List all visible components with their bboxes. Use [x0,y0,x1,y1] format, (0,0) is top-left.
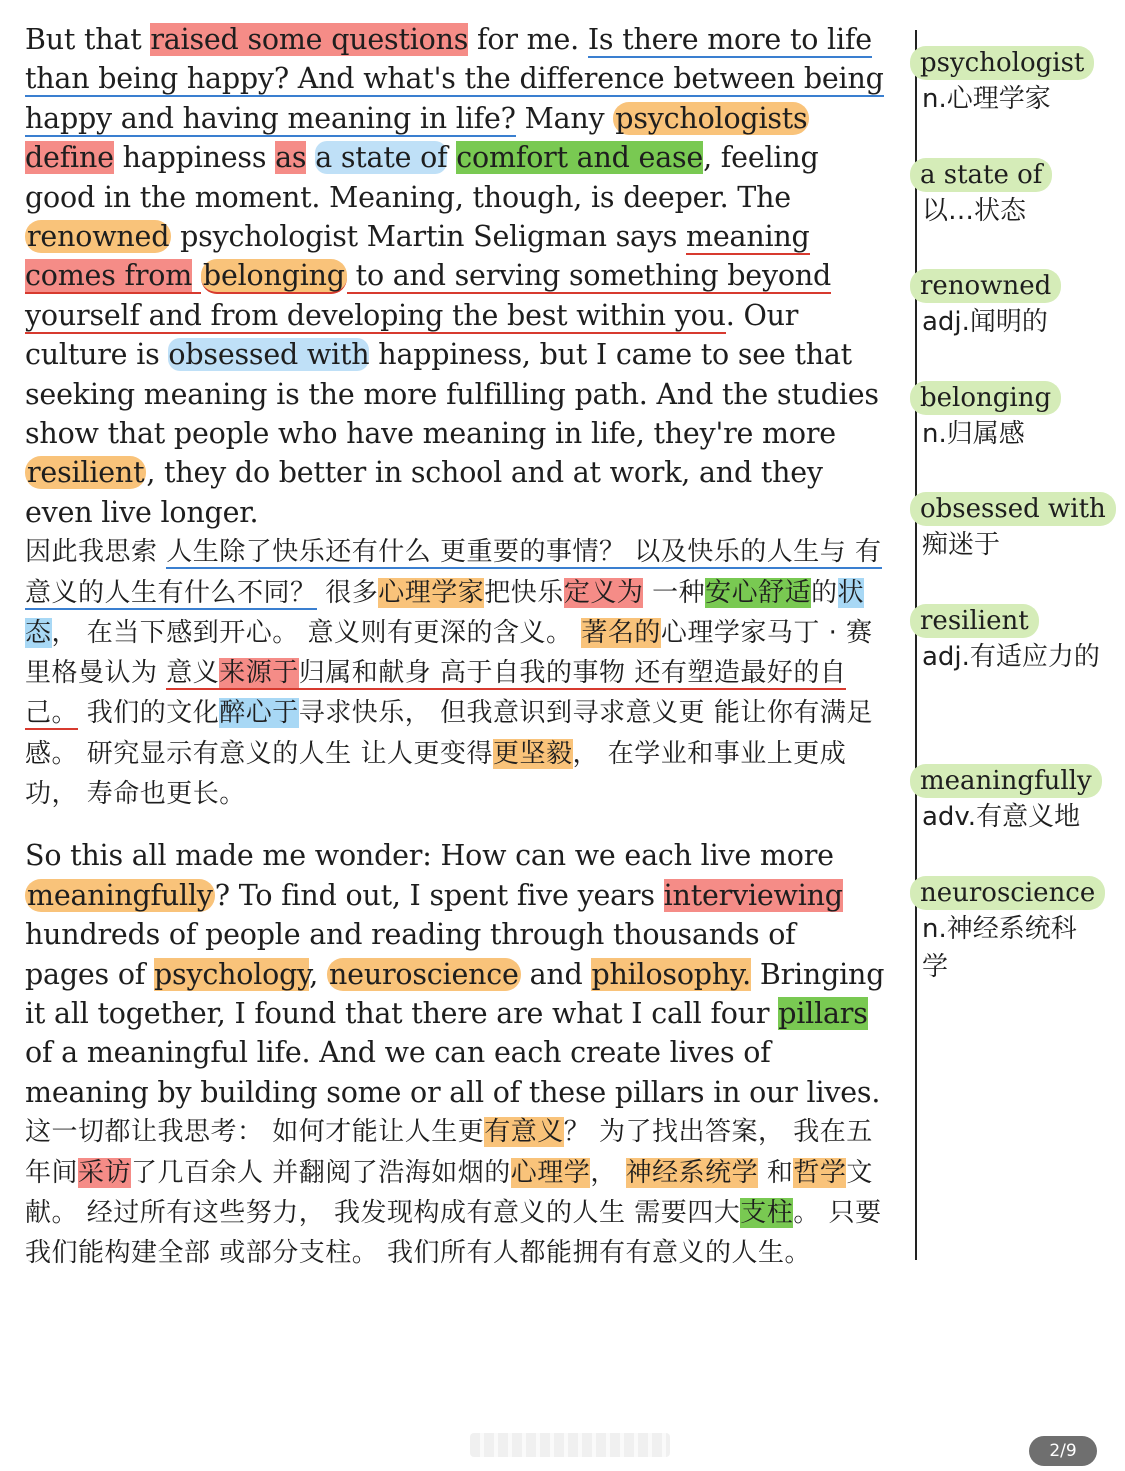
vocab-term: obsessed with [910,492,1116,526]
vocab-definition: 痴迷于 [922,530,1001,560]
highlighted-phrase: 心理学 [510,1157,591,1188]
highlighted-phrase: 意义 [166,658,220,689]
paragraph-1-chinese [25,532,887,814]
vocab-entry [910,158,1052,230]
highlighted-phrase: comes from [25,259,193,293]
highlighted-phrase: 哲学 [793,1157,847,1188]
text-run: ， 在学业和事业上更成功， 寿命也更长。 [25,738,847,810]
text-run: 这一切都让我思考： 如何才能让人生更 [25,1117,485,1148]
text-run: 了几百余人 并翻阅了浩海如烟的 [131,1157,511,1188]
vocab-term: psychologist [910,46,1094,80]
highlighted-phrase: obsessed with [168,338,370,372]
highlighted-phrase: 安心舒适 [705,577,812,608]
highlighted-phrase: resilient [27,456,145,490]
text-run: But that [25,23,151,56]
text-run: 很多 [316,577,379,608]
paragraph-2-english [25,836,887,1112]
highlighted-phrase: psychology [154,957,310,991]
page-indicator[interactable]: 2/9 [1029,1436,1097,1466]
text-run: 寻求快乐， 但我意识到寻求意义更 能让你有满足感。 研究显示有意义的人生 让人更变得 [25,698,873,769]
highlighted-phrase: 定义为 [563,577,644,608]
text-run: Bringing it all together, I found that there are what I call four [25,957,885,1030]
highlighted-phrase: 神经系统学 [625,1157,759,1188]
vocab-entry [910,492,1116,564]
highlighted-phrase: Is there more to life than being happy? And what's the difference between being happy and having meaning in life? [25,23,884,135]
text-run: 因此我思索 [25,537,167,568]
text-run: of a meaningful life. And we can each create lives of meaning by building some or all of these pillars in our lives. [25,1036,881,1109]
vocab-definition: adj.闻明的 [922,307,1048,337]
vocab-term: belonging [910,381,1061,415]
highlighted-phrase: pillars [778,996,868,1030]
text-run: 和 [758,1157,794,1188]
highlighted-phrase: 有意义 [484,1117,564,1148]
highlighted-phrase: 归属和献身 高于自我的事物 还有塑造最好的自己。 [25,658,847,729]
article-body [25,20,887,1273]
highlighted-phrase: as [275,141,307,175]
highlighted-phrase: define [25,141,114,175]
highlighted-phrase: belonging [202,259,345,293]
vocab-definition: n.神经系统科 学 [922,914,1077,982]
highlighted-phrase: 醉心于 [219,698,299,729]
vocab-term: renowned [910,269,1061,303]
text-run: happiness [113,141,276,175]
text-run: ， [590,1157,626,1188]
text-run: . Our culture is [25,298,799,372]
vocab-entry [910,269,1061,341]
highlighted-phrase: meaningfully [27,878,213,912]
text-run: , they do better in school and at work, and they even live longer. [25,456,823,529]
highlighted-phrase: interviewing [663,878,843,912]
highlighted-phrase: comfort and ease [456,141,704,175]
text-run: , feeling good in the moment. Meaning, though, is deeper. The [25,141,819,214]
paragraph-1-english [25,20,887,532]
watermark-strip [470,1433,670,1457]
text-run: 把快乐 [484,577,564,608]
highlighted-phrase: renowned [27,220,170,254]
highlighted-phrase: a state of [315,141,448,175]
text-run: ， 在当下感到开心。 意义则有更深的含义。 [51,617,582,648]
highlighted-phrase: psychologists [615,101,808,135]
highlighted-phrase: 支柱 [740,1197,794,1228]
highlighted-phrase: 著名的 [581,617,661,648]
vocab-entry [910,46,1094,118]
text-run: hundreds of people and reading through thousands of pages of [25,918,796,991]
vocab-definition: adj.有适应力的 [922,642,1100,672]
vocab-definition: n.心理学家 [922,84,1051,114]
highlighted-phrase: 人生除了快乐还有什么 更重要的事情？ 以及快乐的人生与 有意义的人生有什么不同？ [25,537,882,608]
text-run: , [309,957,327,991]
text-run: 文献。 经过所有这些努力， 我发现构成有意义的人生 需要四大 [25,1157,873,1228]
text-run: 心理学家马丁 · 赛里格曼认为 [25,617,873,689]
text-run: 的 [811,577,838,608]
highlighted-phrase: 更坚毅 [493,738,573,769]
text-run: 。 只要我们能构建全部 或部分支柱。 我们所有人都能拥有有意义的人生。 [25,1197,882,1269]
text-run: So this all made me wonder: How can we each live more [25,839,834,873]
vocab-definition: adv.有意义地 [922,802,1081,832]
vocab-term: meaningfully [910,764,1102,798]
vocab-entry [910,764,1102,836]
vocab-entry [910,876,1105,986]
vocab-entry [910,381,1061,453]
highlighted-phrase: philosophy. [591,957,751,991]
text-run: 一种 [643,577,706,608]
text-run [306,141,315,174]
text-run: and [520,957,592,991]
text-run: psychologist Martin Seligman says [171,220,687,254]
highlighted-phrase: neuroscience [329,957,519,991]
text-run [447,141,456,174]
vocab-entry [910,604,1100,676]
text-run: happiness, but I came to see that seeking meaning is the more fulfilling path. And the studies show that people who have meaning in life, they're more [25,338,879,451]
highlighted-phrase: raised some questions [150,23,469,56]
highlighted-phrase: to and serving something beyond yourself and from developing the best within you [25,259,832,332]
vocab-term: a state of [910,158,1052,192]
vocab-definition: 以…状态 [922,196,1027,226]
highlighted-phrase: meaning [686,220,810,254]
text-run: ？ 为了找出答案， 我在五年间 [25,1117,873,1188]
highlighted-phrase: 状态 [25,577,865,648]
text-run: 我们的文化 [78,698,220,729]
highlighted-phrase: 采访 [78,1157,132,1188]
paragraph-2-chinese [25,1112,887,1273]
vocab-definition: n.归属感 [922,419,1025,449]
vocab-term: resilient [910,604,1039,638]
highlighted-phrase [192,259,201,294]
text-run: ? To find out, I spent five years [214,878,664,912]
text-run: for me. [468,23,588,56]
highlighted-phrase: 来源于 [219,658,299,689]
vocab-term: neuroscience [910,876,1105,910]
highlighted-phrase: 心理学家 [378,577,485,608]
text-run: Many [515,101,614,135]
